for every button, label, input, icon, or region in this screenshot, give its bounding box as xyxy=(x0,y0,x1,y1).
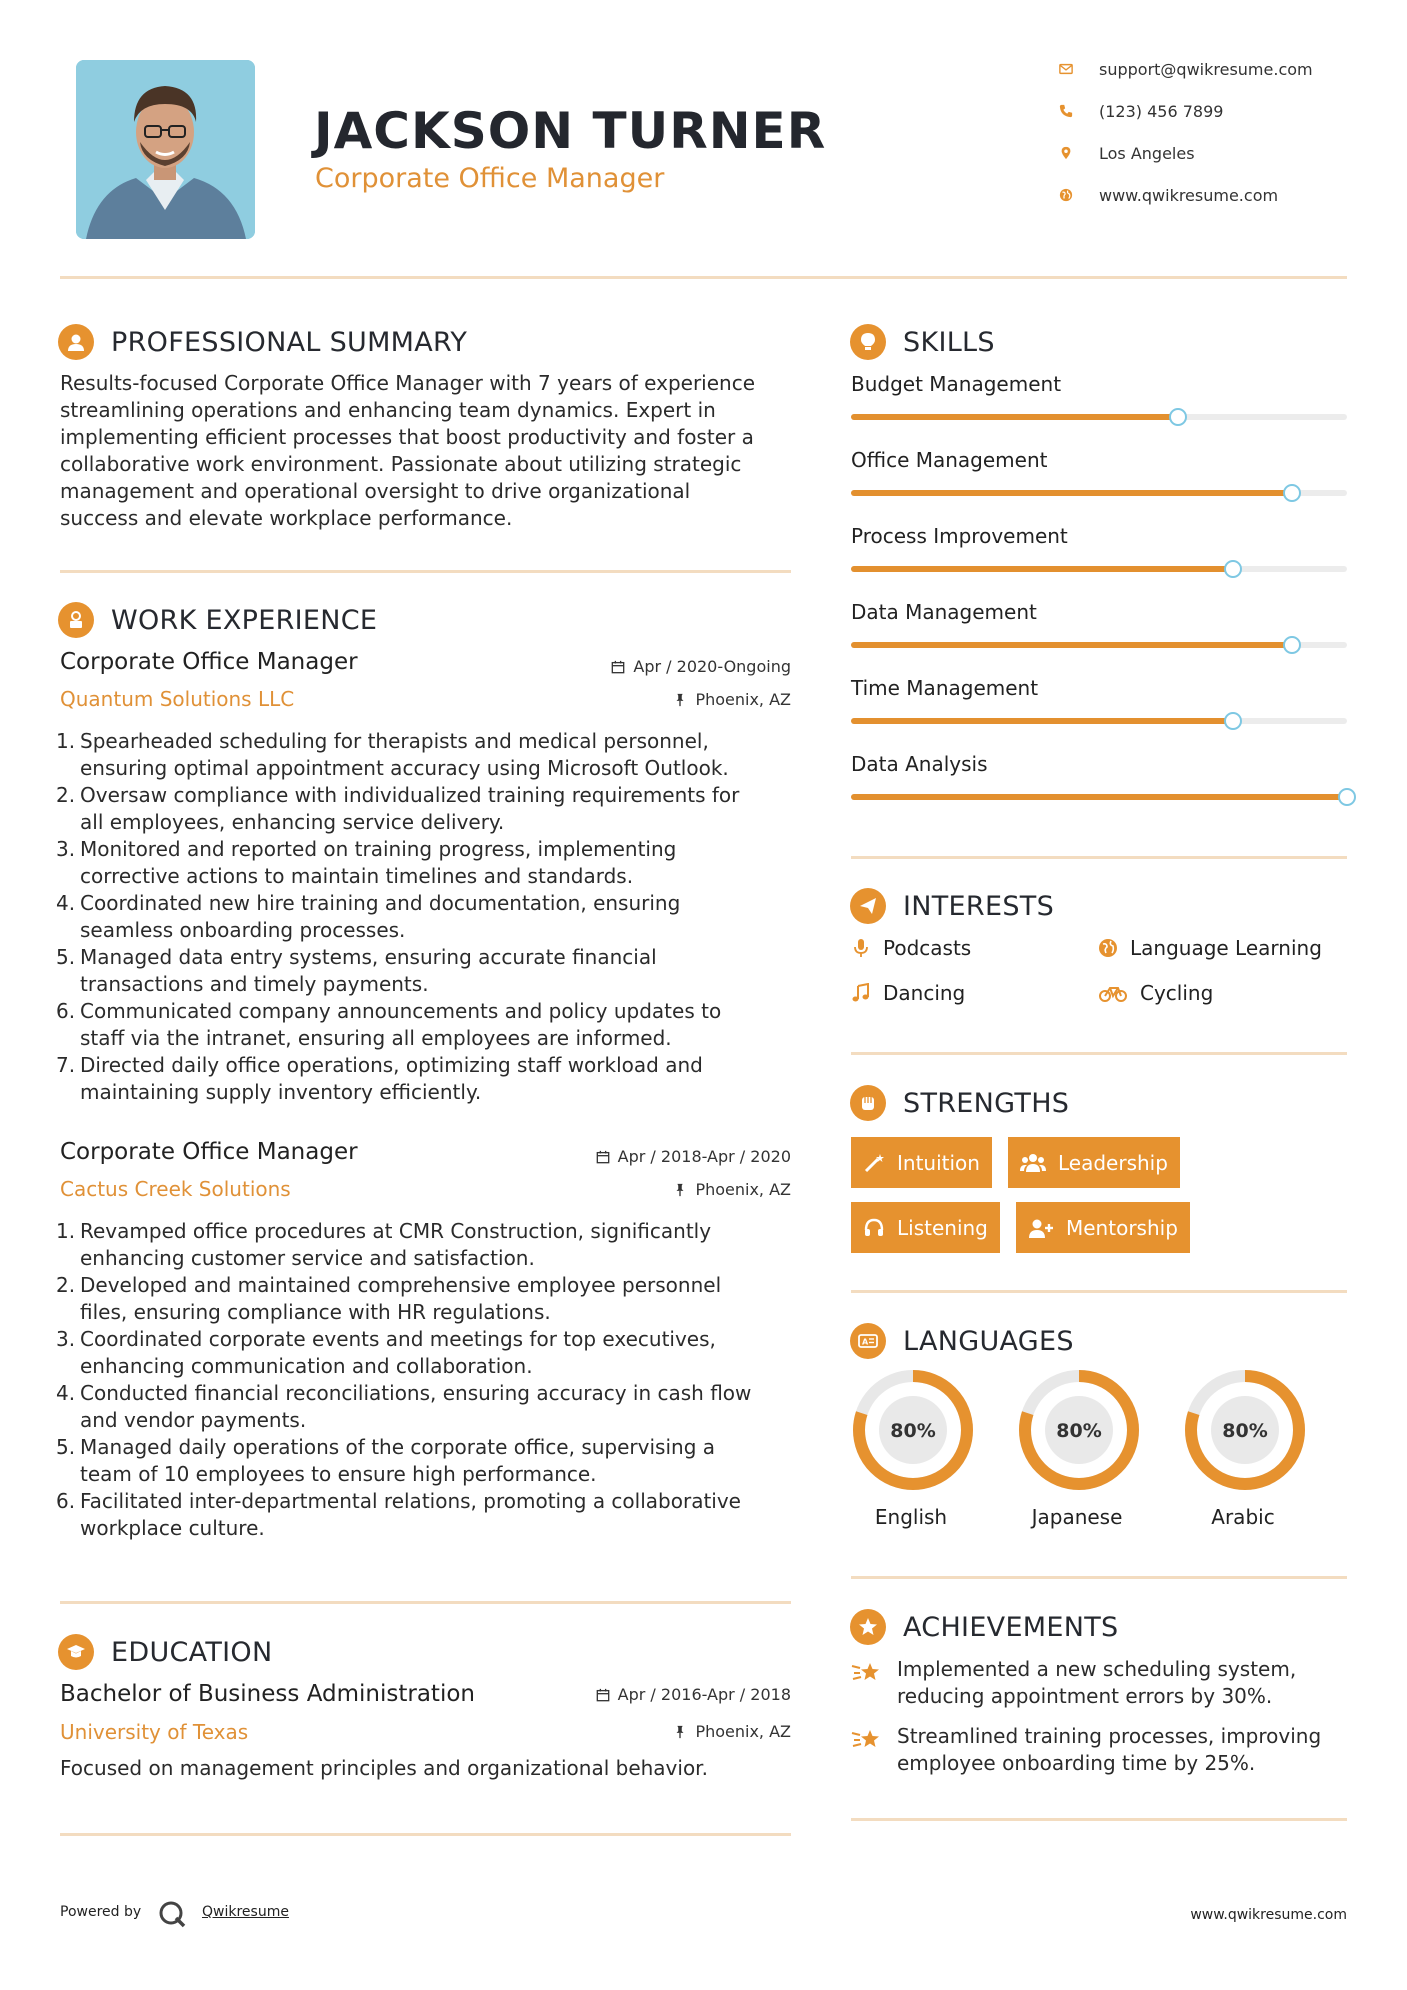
achievements-divider xyxy=(851,1818,1347,1821)
contact-website[interactable] xyxy=(1055,183,1355,207)
music-note-icon xyxy=(851,983,871,1003)
skill-bar-knob xyxy=(1224,712,1242,730)
job-2-dates xyxy=(480,1147,791,1166)
education-location xyxy=(480,1722,791,1741)
skill-item xyxy=(851,600,1347,648)
contact-location xyxy=(1055,141,1355,165)
calendar-icon xyxy=(596,1150,610,1164)
language-percent: 80% xyxy=(1056,1420,1102,1442)
skill-item xyxy=(851,524,1347,572)
education-degree: Bachelor of Business Administration xyxy=(60,1681,475,1707)
briefcase-icon xyxy=(58,602,94,638)
list-item: 6. Facilitated inter-departmental relations, promoting a collaborative workplace culture. xyxy=(56,1489,741,1540)
skill-bar-fill xyxy=(851,414,1178,420)
mail-icon xyxy=(1055,58,1077,80)
education-description: Focused on management principles and organizational behavior. xyxy=(60,1756,708,1780)
language-name: Arabic xyxy=(1211,1505,1275,1529)
candidate-title: Corporate Office Manager xyxy=(315,163,665,194)
powered-by-label: Powered by xyxy=(60,1904,142,1920)
list-item: 3. Coordinated corporate events and meetings for top executives, enhancing communication and collaboration. xyxy=(56,1327,716,1378)
list-item: 5. Managed daily operations of the corporate office, supervising a team of 10 employees to ensure high performance. xyxy=(56,1435,715,1486)
achievement-line: Streamlined training processes, improving xyxy=(897,1724,1322,1748)
summary-text xyxy=(60,370,800,532)
education-dates-text: Apr / 2016-Apr / 2018 xyxy=(617,1685,791,1704)
skill-bar xyxy=(851,490,1347,496)
list-item: 6. Communicated company announcements and policy updates to staff via the intranet, ensuring all employees are informed. xyxy=(56,999,722,1050)
headphones-icon xyxy=(863,1217,885,1239)
skill-bar-fill xyxy=(851,718,1233,724)
language-item xyxy=(849,1368,977,1496)
job-2-bullets xyxy=(56,1218,796,1542)
contact-phone-text: (123) 456 7899 xyxy=(1099,101,1224,121)
interest-label: Language Learning xyxy=(1130,936,1322,960)
graduation-cap-icon xyxy=(58,1634,94,1670)
pushpin-icon xyxy=(673,693,687,707)
achievements-heading xyxy=(850,1607,1119,1647)
summary-divider xyxy=(60,570,791,573)
contact-phone[interactable] xyxy=(1055,99,1355,123)
strengths-heading xyxy=(850,1083,1069,1123)
skill-bar-knob xyxy=(1283,636,1301,654)
language-item xyxy=(1015,1368,1143,1496)
microphone-icon xyxy=(851,938,871,958)
pushpin-icon xyxy=(673,1725,687,1739)
globe-icon xyxy=(1098,938,1118,958)
achievement-item xyxy=(851,1723,1347,1777)
skill-label: Office Management xyxy=(851,448,1048,472)
list-item: 1. Revamped office procedures at CMR Construction, significantly enhancing customer service and satisfaction. xyxy=(56,1219,712,1270)
achievements-title: ACHIEVEMENTS xyxy=(903,1611,1119,1643)
magic-wand-icon xyxy=(863,1152,885,1174)
list-item: 1. Spearheaded scheduling for therapists and medical personnel, ensuring optimal appointment accuracy using Microsoft Outlook. xyxy=(56,729,729,780)
pushpin-icon xyxy=(673,1183,687,1197)
skills-title: SKILLS xyxy=(903,326,995,358)
users-icon xyxy=(1020,1152,1046,1174)
svg-text:A: A xyxy=(862,1337,869,1347)
list-item: 5. Managed data entry systems, ensuring accurate financial transactions and timely payments. xyxy=(56,945,657,996)
education-location-text: Phoenix, AZ xyxy=(695,1722,791,1741)
language-name: Japanese xyxy=(1031,1505,1123,1529)
contact-location-text: Los Angeles xyxy=(1099,143,1195,163)
skill-bar-fill xyxy=(851,566,1233,572)
achievement-item xyxy=(851,1656,1347,1710)
skill-label: Budget Management xyxy=(851,372,1062,396)
job-1-bullets xyxy=(56,728,796,1106)
skill-item xyxy=(851,372,1347,420)
user-icon xyxy=(58,324,94,360)
paper-plane-icon xyxy=(850,888,886,924)
qwikresume-logo-icon xyxy=(157,1899,187,1929)
work-heading xyxy=(58,600,377,640)
language-progress-ring xyxy=(1183,1368,1307,1492)
job-1-location xyxy=(480,690,791,709)
skill-bar-knob xyxy=(1338,788,1356,806)
education-title: EDUCATION xyxy=(111,1636,273,1668)
skill-bar-fill xyxy=(851,794,1347,800)
strength-tag xyxy=(851,1202,1000,1253)
candidate-name: JACKSON TURNER xyxy=(314,102,827,160)
strength-label: Intuition xyxy=(897,1150,980,1175)
skill-item xyxy=(851,448,1347,496)
interest-item xyxy=(1098,936,1322,960)
language-card-icon xyxy=(850,1323,886,1359)
list-item: 4. Conducted financial reconciliations, ensuring accuracy in cash flow and vendor payments. xyxy=(56,1381,752,1432)
skill-bar-knob xyxy=(1283,484,1301,502)
bicycle-icon xyxy=(1098,983,1128,1003)
interests-heading xyxy=(850,886,1054,926)
interests-divider xyxy=(851,1052,1347,1055)
strength-tag xyxy=(851,1137,992,1188)
job-2-dates-text: Apr / 2018-Apr / 2020 xyxy=(617,1147,791,1166)
skill-label: Data Management xyxy=(851,600,1037,624)
achievement-line: Implemented a new scheduling system, xyxy=(897,1657,1297,1681)
map-pin-icon xyxy=(1055,142,1077,164)
interests-title: INTERESTS xyxy=(903,890,1055,922)
footer-website-link[interactable]: www.qwikresume.com xyxy=(1190,1907,1347,1923)
fist-icon xyxy=(850,1085,886,1121)
summary-line: Results-focused Corporate Office Manager with 7 years of experience xyxy=(60,371,756,395)
skill-bar xyxy=(851,642,1347,648)
language-item xyxy=(1181,1368,1309,1496)
job-2-location xyxy=(480,1180,791,1199)
qwikresume-link[interactable]: Qwikresume xyxy=(202,1904,289,1920)
interest-label: Dancing xyxy=(883,981,966,1005)
interest-label: Podcasts xyxy=(883,936,972,960)
summary-line: success and elevate workplace performance. xyxy=(60,506,513,530)
language-progress-ring xyxy=(851,1368,975,1492)
skills-heading xyxy=(850,322,995,362)
phone-icon xyxy=(1055,100,1077,122)
shooting-star-icon xyxy=(851,1657,883,1687)
strengths-title: STRENGTHS xyxy=(903,1087,1070,1119)
skill-label: Time Management xyxy=(851,676,1039,700)
job-1-dates xyxy=(480,657,791,676)
user-plus-icon xyxy=(1028,1217,1054,1239)
skill-bar xyxy=(851,566,1347,572)
interest-item xyxy=(851,936,971,960)
summary-line: implementing efficient processes that boost productivity and foster a xyxy=(60,425,754,449)
strengths-divider xyxy=(851,1290,1347,1293)
language-name: English xyxy=(874,1505,948,1529)
summary-line: streamlining operations and enhancing team dynamics. Expert in xyxy=(60,398,716,422)
skill-item xyxy=(851,676,1347,724)
education-divider xyxy=(60,1833,791,1836)
job-1-title: Corporate Office Manager xyxy=(60,649,358,675)
skill-bar-fill xyxy=(851,490,1292,496)
interest-item xyxy=(851,981,965,1005)
summary-title: PROFESSIONAL SUMMARY xyxy=(111,326,468,358)
languages-title: LANGUAGES xyxy=(903,1325,1074,1357)
strength-label: Leadership xyxy=(1058,1150,1168,1175)
header-divider xyxy=(60,276,1347,279)
contact-email-text: support@qwikresume.com xyxy=(1099,59,1313,79)
skill-item xyxy=(851,752,1347,800)
language-progress-ring xyxy=(1017,1368,1141,1492)
languages-divider xyxy=(851,1576,1347,1579)
list-item: 7. Directed daily office operations, optimizing staff workload and maintaining supply inventory efficiently. xyxy=(56,1053,703,1104)
profile-photo xyxy=(76,60,255,239)
education-heading xyxy=(58,1632,272,1672)
education-school: University of Texas xyxy=(60,1720,249,1744)
shooting-star-icon xyxy=(851,1724,883,1754)
list-item: 2. Developed and maintained comprehensive employee personnel files, ensuring compliance with HR regulations. xyxy=(56,1273,722,1324)
job-2-location-text: Phoenix, AZ xyxy=(695,1180,791,1199)
skill-bar xyxy=(851,414,1347,420)
star-badge-icon xyxy=(850,1609,886,1645)
strength-tag xyxy=(1016,1202,1190,1253)
list-item: 4. Coordinated new hire training and documentation, ensuring seamless onboarding processes. xyxy=(56,891,681,942)
job-1-location-text: Phoenix, AZ xyxy=(695,690,791,709)
skill-bar xyxy=(851,794,1347,800)
skill-bar xyxy=(851,718,1347,724)
contact-email[interactable] xyxy=(1055,57,1355,81)
lightbulb-icon xyxy=(850,324,886,360)
achievement-line: employee onboarding time by 25%. xyxy=(897,1751,1256,1775)
job-1-dates-text: Apr / 2020-Ongoing xyxy=(633,657,791,676)
work-title: WORK EXPERIENCE xyxy=(111,604,378,636)
contact-website-text: www.qwikresume.com xyxy=(1099,185,1279,205)
skill-bar-knob xyxy=(1169,408,1187,426)
summary-line: collaborative work environment. Passionate about utilizing strategic xyxy=(60,452,742,476)
globe-icon xyxy=(1055,184,1077,206)
interest-item xyxy=(1098,981,1213,1005)
skill-bar-fill xyxy=(851,642,1292,648)
interest-label: Cycling xyxy=(1140,981,1214,1005)
strength-label: Mentorship xyxy=(1066,1215,1178,1240)
calendar-icon xyxy=(596,1688,610,1702)
skill-bar-knob xyxy=(1224,560,1242,578)
education-dates xyxy=(480,1685,791,1704)
summary-heading xyxy=(58,322,467,362)
languages-heading xyxy=(850,1321,1074,1361)
language-percent: 80% xyxy=(1222,1420,1268,1442)
job-2-title: Corporate Office Manager xyxy=(60,1139,358,1165)
job-2-company: Cactus Creek Solutions xyxy=(60,1177,291,1201)
strength-tag xyxy=(1008,1137,1180,1188)
calendar-icon xyxy=(611,660,625,674)
skill-label: Data Analysis xyxy=(851,752,988,776)
language-percent: 80% xyxy=(890,1420,936,1442)
list-item: 3. Monitored and reported on training progress, implementing corrective actions to maintain timelines and standards. xyxy=(56,837,677,888)
skills-divider xyxy=(851,856,1347,859)
strength-label: Listening xyxy=(897,1215,988,1240)
work-divider xyxy=(60,1601,791,1604)
summary-line: management and operational oversight to drive organizational xyxy=(60,479,691,503)
achievement-line: reducing appointment errors by 30%. xyxy=(897,1684,1273,1708)
skill-label: Process Improvement xyxy=(851,524,1068,548)
job-1-company: Quantum Solutions LLC xyxy=(60,687,295,711)
list-item: 2. Oversaw compliance with individualized training requirements for all employees, enhancing service delivery. xyxy=(56,783,740,834)
person-avatar-icon xyxy=(76,60,255,239)
